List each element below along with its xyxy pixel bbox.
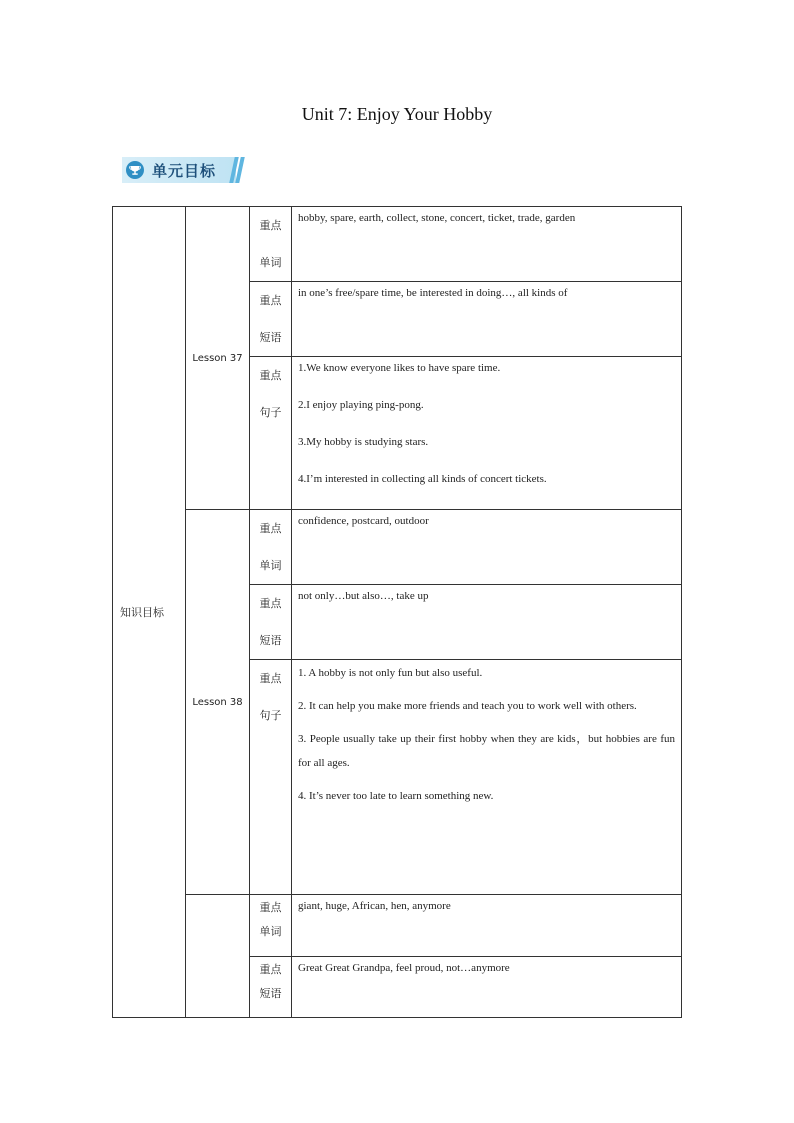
- content-cell: [292, 957, 682, 1018]
- type-cell: [250, 585, 292, 660]
- table-row: [113, 895, 682, 957]
- content-line: 4.I’m interested in collecting all kinds of concert tickets.: [298, 473, 547, 485]
- content-line: 1.We know everyone likes to have spare time.: [298, 362, 501, 374]
- content-line: 2. It can help you make more friends and teach you to work well with others.: [298, 700, 637, 712]
- type-label: 重点: [259, 597, 282, 610]
- lesson-cell: Lesson 38: [186, 510, 250, 895]
- lesson-cell: [186, 895, 250, 1018]
- type-label: 句子: [259, 406, 282, 419]
- objectives-table: [112, 206, 682, 1018]
- content-line: confidence, postcard, outdoor: [298, 515, 429, 527]
- trophy-icon: [126, 161, 144, 179]
- type-label: 单词: [259, 256, 282, 269]
- content-cell: [292, 895, 682, 957]
- type-label: 重点: [259, 369, 282, 382]
- content-line: Great Great Grandpa, feel proud, not…anymore: [298, 962, 510, 974]
- type-label: 重点: [259, 522, 282, 535]
- type-cell: [250, 207, 292, 282]
- type-label: 重点: [259, 901, 282, 914]
- content-line: hobby, spare, earth, collect, stone, concert, ticket, trade, garden: [298, 212, 576, 224]
- type-label: 短语: [259, 987, 282, 1000]
- table-row: [113, 207, 682, 282]
- type-label: 单词: [259, 559, 282, 572]
- type-label: 重点: [259, 963, 282, 976]
- page-title: Unit 7: Enjoy Your Hobby: [301, 104, 493, 124]
- type-label: 短语: [259, 331, 282, 344]
- content-line: 3.My hobby is studying stars.: [298, 436, 429, 448]
- content-line: giant, huge, African, hen, anymore: [298, 900, 451, 912]
- content-cell: [292, 660, 682, 895]
- content-line: 4. It’s never too late to learn something new.: [298, 790, 494, 802]
- type-cell: [250, 895, 292, 957]
- section-banner: [122, 157, 242, 183]
- type-cell: [250, 282, 292, 357]
- content-line: 2.I enjoy playing ping-pong.: [298, 399, 424, 411]
- table-row: [113, 510, 682, 585]
- type-cell: [250, 660, 292, 895]
- content-line: 1. A hobby is not only fun but also useful.: [298, 667, 483, 679]
- content-cell: [292, 357, 682, 510]
- content-line: in one’s free/spare time, be interested in doing…, all kinds of: [298, 287, 568, 299]
- type-label: 重点: [259, 294, 282, 307]
- type-cell: [250, 510, 292, 585]
- type-cell: [250, 957, 292, 1018]
- content-cell: [292, 207, 682, 282]
- content-line: not only…but also…, take up: [298, 590, 429, 602]
- category-cell: 知识目标: [113, 207, 186, 1018]
- type-label: 短语: [259, 634, 282, 647]
- content-cell: [292, 282, 682, 357]
- type-label: 句子: [259, 709, 282, 722]
- content-cell: [292, 510, 682, 585]
- type-label: 重点: [259, 219, 282, 232]
- lesson-cell: Lesson 37: [186, 207, 250, 510]
- content-cell: [292, 585, 682, 660]
- content-line: 3. People usually take up their first hobby when they are kids，but hobbies are fun for all ages.: [298, 733, 675, 769]
- banner-label: 单元目标: [152, 162, 217, 180]
- type-label: 重点: [259, 672, 282, 685]
- type-label: 单词: [259, 925, 282, 938]
- type-cell: [250, 357, 292, 510]
